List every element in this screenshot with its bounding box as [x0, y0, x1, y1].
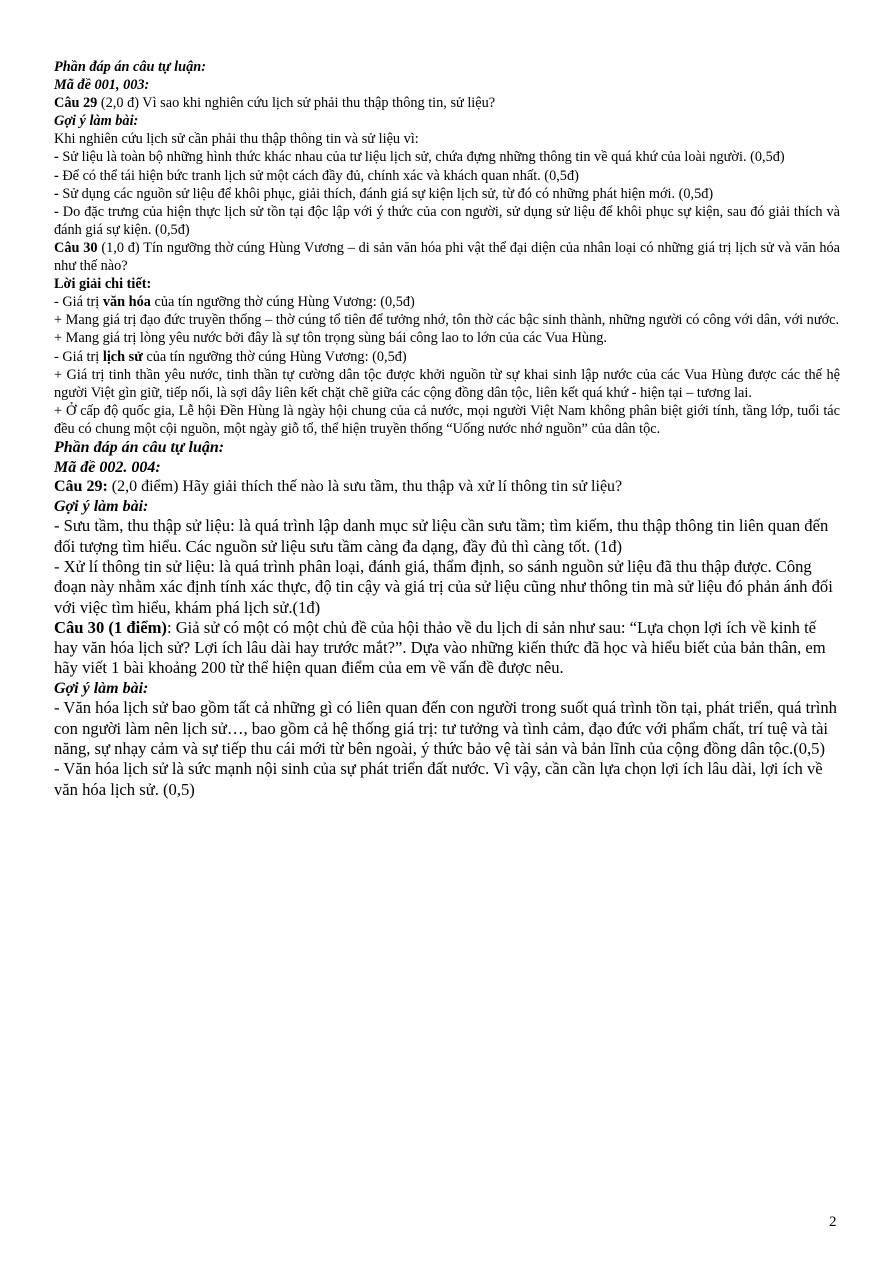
question-29 [54, 94, 840, 112]
question-label: Câu 30 [54, 239, 98, 256]
answer-section-001-003 [54, 58, 840, 438]
value-history: - Giá trị lịch sử của tín ngưỡng thờ cúng Hùng Vương: (0,5đ) [54, 348, 407, 365]
page-number: 2 [829, 1214, 837, 1230]
answer-point: + Mang giá trị đạo đức truyền thống – thờ cúng tổ tiên để tưởng nhớ, tôn thờ các bậc sinh thành, những người có công với dân, với nước. [54, 312, 840, 329]
hint-heading: Gợi ý làm bài: [54, 113, 139, 130]
answer-point: - Sưu tầm, thu thập sử liệu: là quá trình lập danh mục sử liệu cần sưu tầm; tìm kiếm, thu thập thông tin liên quan đến đối tượng tìm hiểu. Các nguồn sử liệu sưu tầm càng đa dạng, đầy đủ thì càng tốt. (1đ) [54, 516, 829, 556]
exam-code: Mã đề 002. 004: [54, 458, 161, 476]
question-30 [54, 239, 840, 275]
exam-code: Mã đề 001, 003: [54, 77, 150, 94]
value-culture: - Giá trị văn hóa của tín ngưỡng thờ cúng Hùng Vương: (0,5đ) [54, 294, 415, 311]
section-heading: Phần đáp án câu tự luận: [54, 59, 206, 75]
answer-intro: Khi nghiên cứu lịch sử cần phải thu thập thông tin và sử liệu vì: [54, 131, 419, 148]
question-text: (1,0 đ) Tín ngưỡng thờ cúng Hùng Vương – di sản văn hóa phi vật thể đại diện của nhân loại có những giá trị lịch sử và văn hóa như thế nào? [54, 239, 841, 275]
question-text: (2,0 điểm) Hãy giải thích thế nào là sưu tầm, thu thập và xử lí thông tin sử liệu? [107, 478, 623, 496]
hint-heading: Gợi ý làm bài: [54, 679, 149, 697]
answer-point: - Sử liệu là toàn bộ những hình thức khác nhau của tư liệu lịch sử, chứa đựng những thông tin về quá khứ của loài người. (0,5đ) [54, 149, 785, 166]
question-29 [54, 477, 840, 497]
answer-point: + Giá trị tinh thần yêu nước, tinh thần tự cường dân tộc được khởi nguồn từ sự khai sinh lập nước của các Vua Hùng được các thế hệ người Việt gìn giữ, tiếp nối, là sợi dây liên kết chặt chẽ giữa các cộng đồng dân tộc, liên kết quá khứ - hiện tại – tương lai. [54, 366, 840, 401]
question-text: : Giả sử có một có một chủ đề của hội thảo về du lịch di sản như sau: “Lựa chọn lợi ích về kinh tế hay văn hóa lịch sử? Lợi ích lâu dài hay trước mắt?”. Dựa vào những kiến thức đã học và hiểu biết của bản thân, em hãy viết 1 bài khoảng 200 từ thể hiện quan điểm của em về vấn đề được nêu. [54, 617, 826, 678]
answer-point: - Văn hóa lịch sử là sức mạnh nội sinh của sự phát triển đất nước. Vì vậy, cần cần lựa chọn lợi ích lâu dài, lợi ích về văn hóa lịch sử. (0,5) [54, 759, 823, 799]
document-page [54, 58, 840, 800]
question-label: Câu 30 (1 điểm) [54, 617, 167, 637]
answer-point: - Sử dụng các nguồn sử liệu để khôi phục, giải thích, đánh giá sự kiện lịch sử, từ đó có những phát hiện mới. (0,5đ) [54, 185, 714, 202]
section-heading: Phần đáp án câu tự luận: [54, 438, 225, 456]
solution-heading: Lời giải chi tiết: [54, 276, 152, 293]
question-label: Câu 29: [54, 478, 108, 496]
answer-point: - Xử lí thông tin sử liệu: là quá trình phân loại, đánh giá, thẩm định, so sánh nguồn sử liệu đã thu thập được. Công đoạn này nhằm xác định tính xác thực, độ tin cậy và giá trị của sử liệu cũng như thông tin mà sử liệu đó phản ánh đối với việc tìm hiểu, khám phá lịch sử.(1đ) [54, 556, 833, 617]
answer-point: - Văn hóa lịch sử bao gồm tất cả những gì có liên quan đến con người trong suốt quá trình tồn tại, phát triển, quá trình con người làm nên lịch sử…, bao gồm cả hệ thống giá trị: tư tưởng và tình cảm, đạo đức với phẩm chất, trí tuệ và tài năng, sự nhạy cảm và sự tiếp thu cái mới từ bên ngoài, ý thức bảo vệ tài sản và bản lĩnh của cộng đồng dân tộc.(0,5) [54, 698, 837, 758]
question-30 [54, 618, 840, 679]
answer-point: - Do đặc trưng của hiện thực lịch sử tồn tại độc lập với ý thức của con người, sử dụng sử liệu để khôi phục sự kiện, sau đó giải thích và đánh giá sự kiện. (0,5đ) [54, 203, 840, 238]
question-text: (2,0 đ) Vì sao khi nghiên cứu lịch sử phải thu thập thông tin, sử liệu? [97, 95, 496, 112]
answer-point: - Để có thể tái hiện bức tranh lịch sử một cách đầy đủ, chính xác và khách quan nhất. (0,5đ) [54, 167, 579, 184]
answer-point: + Ở cấp độ quốc gia, Lễ hội Đền Hùng là ngày hội chung của cả nước, mọi người Việt Nam không phân biệt giới tính, tầng lớp, tuổi tác đều có chung một cội nguồn, một ngày giỗ tổ, thể hiện truyền thống “Uống nước nhớ nguồn” của dân tộc. [54, 402, 840, 437]
answer-point: + Mang giá trị lòng yêu nước bởi đây là sự tôn trọng sùng bái công lao to lớn của các Vua Hùng. [54, 330, 607, 347]
hint-heading: Gợi ý làm bài: [54, 497, 149, 515]
question-label: Câu 29 [54, 95, 98, 112]
answer-section-002-004 [54, 438, 840, 800]
